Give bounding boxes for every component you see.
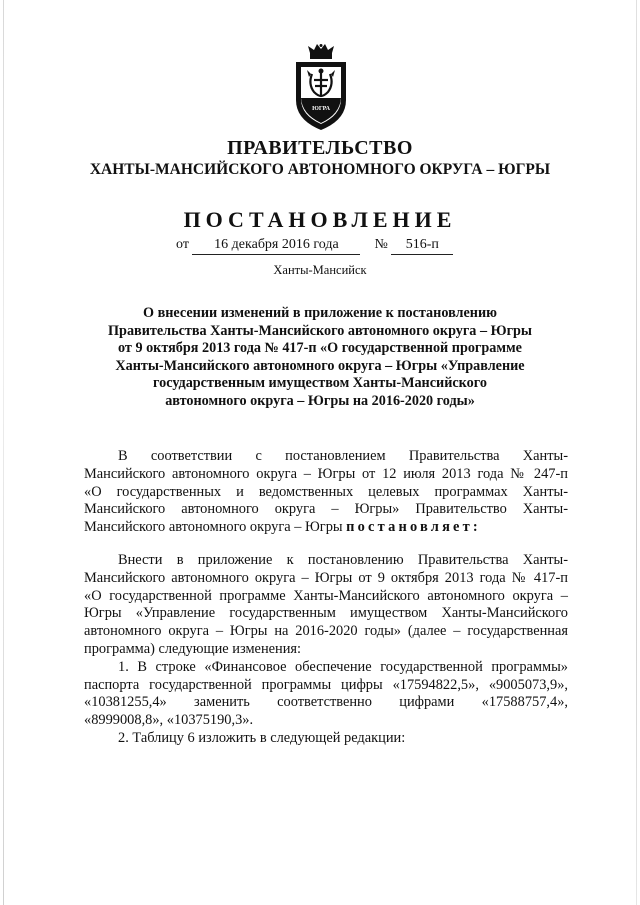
document-type: ПОСТАНОВЛЕНИЕ	[183, 207, 457, 232]
paragraph-line: Мансийского автономного округа – Югры от 12 июля 2013 года № 247-п	[84, 465, 568, 482]
document-heading	[80, 305, 560, 411]
region-title: ХАНТЫ-МАНСИЙСКОГО АВТОНОМНОГО ОКРУГА – ЮГРЫ	[89, 161, 551, 178]
paragraph-line: В соответствии с постановлением Правительства Ханты-	[118, 448, 568, 464]
heading-line: Правительства Ханты-Мансийского автономного округа – Югры	[108, 322, 532, 339]
paragraph-line	[84, 519, 568, 537]
date-number-line	[176, 236, 453, 255]
amendment-paragraph	[84, 552, 568, 748]
paragraph-line: 1. В строке «Финансовое обеспечение государственной программы»	[118, 658, 568, 675]
paragraph-line: «8999008,8», «10375190,3».	[84, 712, 254, 729]
preamble-paragraph	[84, 448, 568, 537]
resolution-keyword: постановляет:	[346, 519, 481, 536]
paragraph-line: Мансийского автономного округа – Югры» Правительство Ханты-	[84, 501, 568, 518]
preamble-last-text: Мансийского автономного округа – Югры	[84, 519, 343, 536]
coat-of-arms-icon	[290, 44, 352, 132]
paragraph-line: Внести в приложение к постановлению Правительства Ханты-	[118, 552, 568, 568]
heading-line: Ханты-Мансийского автономного округа – Югры «Управление	[115, 357, 525, 374]
heading-line: О внесении изменений в приложение к постановлению	[142, 305, 497, 321]
paragraph-line: автономного округа – Югры на 2016-2020 годы» (далее – государственная	[84, 623, 568, 640]
paragraph-line: программа) следующие изменения:	[84, 640, 302, 657]
heading-line: государственным имуществом Ханты-Мансийского	[153, 375, 487, 392]
heading-line: автономного округа – Югры на 2016-2020 годы»	[165, 392, 475, 409]
heading-line: от 9 октября 2013 года № 417-п «О государственной программе	[118, 340, 522, 357]
paragraph-line: паспорта государственной программы цифры «17594822,5», «9005073,9»,	[84, 676, 568, 693]
city: Ханты-Мансийск	[273, 263, 367, 277]
government-title: ПРАВИТЕЛЬСТВО	[227, 137, 413, 159]
paragraph-line: 2. Таблицу 6 изложить в следующей редакции:	[118, 729, 406, 746]
paragraph-line: «О государственной программе Ханты-Мансийского автономного округа –	[84, 587, 568, 604]
emblem-caption: ЮГРА	[312, 106, 330, 112]
paragraph-line: «10381255,4» заменить соответственно цифрами «17588757,4»,	[84, 694, 568, 711]
date-prefix: от	[176, 237, 189, 252]
paragraph-line: «О государственных и ведомственных целевых программах Ханты-	[84, 483, 568, 500]
paragraph-line: Югры «Управление государственным имуществом Ханты-Мансийского	[84, 605, 568, 622]
document-number: 516-п	[391, 236, 453, 255]
document-date: 16 декабря 2016 года	[192, 236, 360, 255]
paragraph-line: Мансийского автономного округа – Югры от 9 октября 2013 года № 417-п	[84, 569, 568, 586]
number-prefix: №	[374, 237, 388, 252]
